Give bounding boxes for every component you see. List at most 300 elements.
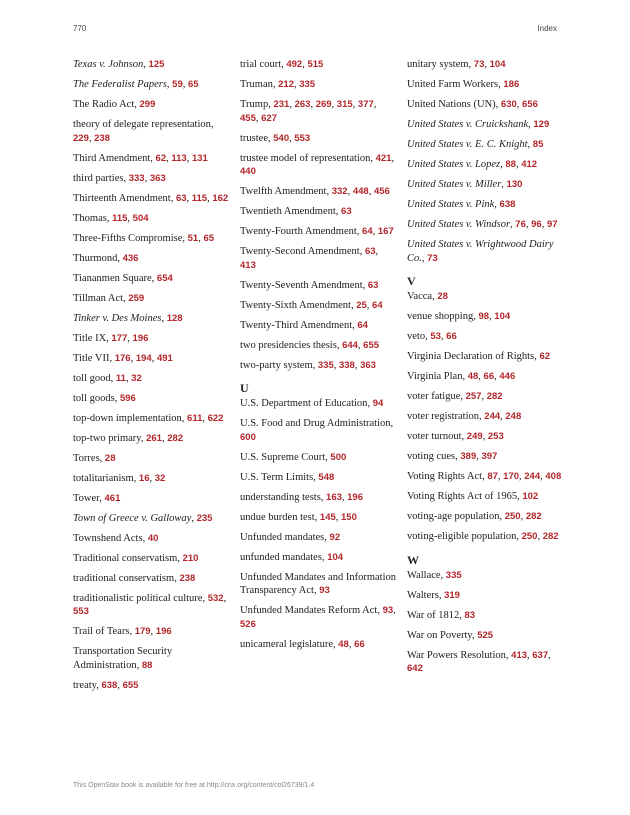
index-letter-heading: W [407,552,419,567]
page-link[interactable]: 261 [146,432,162,444]
index-term: theory of delegate representation [73,119,211,130]
index-term: Title IX [73,332,107,344]
index-term: treaty [73,679,97,691]
page-link[interactable]: 88 [141,659,153,671]
page-link[interactable]: 238 [179,572,196,584]
index-entry: U.S. Supreme Court, 500 [240,451,347,463]
index-term: Twenty-Third Amendment [240,319,353,331]
index-term: Three-Fifths Compromise [73,232,183,244]
index-column-2 [240,58,396,658]
index-entry: United Farm Workers, 186 [407,79,520,90]
page-link[interactable]: 88 [505,159,516,170]
index-entry: United States v. Windsor, 76, 96, 97 [407,219,558,230]
page-link[interactable]: 526 [240,618,256,630]
page-link[interactable]: 600 [240,431,256,443]
index-term: War on Poverty [407,629,472,641]
page-link[interactable]: 64 [357,319,368,331]
index-term: Transportation Security Administration [73,646,173,671]
index-term: two presidencies thesis [240,339,337,351]
index-term: Virginia Declaration of Rights [407,351,535,362]
page-link[interactable]: 630 [500,99,517,110]
page-link[interactable]: 212 [278,79,294,90]
index-entry: Traditional conservatism, 210 [73,552,199,564]
page-link[interactable]: 315 [336,99,353,110]
index-entry: Unfunded mandates, 92 [240,531,341,543]
index-term: Unfunded Mandates and Information Transparency Act [240,571,396,596]
index-entry: War on Poverty, 525 [407,629,494,641]
page-link[interactable]: 32 [131,372,142,384]
section-title: Index [537,24,557,33]
page-link[interactable]: 92 [329,531,341,543]
page-link[interactable]: 62 [155,152,167,164]
page-link[interactable]: 244 [524,471,541,482]
index-entry: U.S. Food and Drug Administration, 600 [240,418,394,443]
index-entry: Walters, 319 [407,589,460,601]
page-link[interactable]: 238 [94,132,110,144]
page-link[interactable]: 500 [330,451,347,463]
page-link[interactable]: 102 [522,491,539,502]
index-term: Twenty-Sixth Amendment [240,299,351,311]
index-entry: Title IX, 177, 196 [73,332,149,344]
page-link[interactable]: 73 [473,59,485,70]
index-entry: Torres, 28 [73,452,116,464]
index-term: traditional conservatism [73,572,175,584]
page-link[interactable]: 104 [494,311,511,322]
index-entry: The Radio Act, 299 [73,99,156,110]
index-entry: Virginia Declaration of Rights, 62 [407,351,551,362]
page-link[interactable]: 87 [487,471,498,482]
page-link[interactable]: 129 [533,119,550,130]
page-link[interactable]: 461 [104,492,121,504]
index-term: War Powers Resolution [407,649,506,661]
page-link[interactable]: 162 [212,192,229,204]
index-entry: U.S. Term Limits, 548 [240,471,335,483]
index-entry: trustee, 540, 553 [240,132,311,144]
page-link[interactable]: 94 [372,398,384,409]
index-term: third parties [73,172,124,184]
page-link[interactable]: 176 [114,352,131,364]
footer-note: This OpenStax book is available for free at http://cnx.org/content/col26739/1.4 [73,782,315,789]
index-entry: Voting Rights Act of 1965, 102 [407,491,539,502]
page-link[interactable]: 28 [104,452,116,464]
index-entry: Truman, 212, 335 [240,79,316,90]
index-entry: undue burden test, 145, 150 [240,511,357,523]
page-link[interactable]: 104 [327,551,344,563]
index-entry: two presidencies thesis, 644, 655 [240,339,380,351]
page-link[interactable]: 66 [483,371,495,382]
page-link[interactable]: 63 [364,246,376,257]
index-term: two-party system [240,359,313,371]
page-link[interactable]: 163 [326,491,342,503]
index-entry: Three-Fifths Compromise, 51, 65 [73,232,215,244]
index-entry: treaty, 638, 655 [73,679,139,691]
index-term: United States v. Lopez [407,159,501,170]
index-term: Trump [240,99,269,110]
index-term: venue shopping [407,311,474,322]
page-link[interactable]: 76 [515,219,526,230]
page-link[interactable]: 104 [489,59,506,70]
page-link[interactable]: 248 [505,411,522,422]
page-link[interactable]: 644 [342,339,358,351]
index-entry: United States v. Lopez, 88, 412 [407,159,538,170]
page-link[interactable]: 611 [187,412,203,424]
page-link[interactable]: 196 [347,491,363,503]
index-entry: venue shopping, 98, 104 [407,311,511,322]
index-entry: United States v. Cruickshank, 129 [407,119,550,130]
page-link[interactable]: 335 [445,569,462,581]
index-term: undue burden test [240,511,315,523]
page-link[interactable]: 335 [317,359,334,371]
page-link[interactable]: 421 [375,152,392,164]
page-link[interactable]: 553 [73,606,89,617]
index-term: top-down implementation [73,412,182,424]
page-link[interactable]: 179 [134,626,151,637]
page-link[interactable]: 492 [286,59,303,70]
page-link[interactable]: 64 [372,299,383,311]
page-link[interactable]: 115 [112,212,128,224]
page-link[interactable]: 282 [525,511,542,522]
index-term: Traditional conservatism [73,552,178,564]
index-term: United States v. Wrightwood Dairy Co. [407,239,554,264]
index-letter-heading: U [240,381,249,395]
page-link[interactable]: 128 [166,312,183,324]
index-entry: Tinker v. Des Moines, 128 [73,312,183,324]
page-link[interactable]: 253 [487,431,504,442]
page-link[interactable]: 436 [122,252,139,264]
index-entry: top-two primary, 261, 282 [73,432,184,444]
index-entry: unitary system, 73, 104 [407,59,506,70]
page-link[interactable]: 113 [171,152,187,164]
page-link[interactable]: 32 [154,472,166,484]
index-entry: voting-age population, 250, 282 [407,511,542,522]
page-number: 770 [73,24,87,33]
page-link[interactable]: 131 [191,152,208,164]
page-link[interactable]: 85 [532,139,544,150]
page-link[interactable]: 413 [240,259,256,271]
index-term: Thurmond [73,252,118,264]
page-link[interactable]: 363 [360,359,376,371]
page-link[interactable]: 655 [363,339,380,351]
page-link[interactable]: 63 [175,192,187,204]
index-term: trustee [240,132,268,144]
index-term: trial court [240,59,282,70]
page-link[interactable]: 186 [503,79,520,90]
page-link[interactable]: 249 [466,431,483,442]
page-link[interactable]: 257 [465,391,482,402]
page-link[interactable]: 638 [101,679,118,691]
index-entry: theory of delegate representation, 229, 238 [73,119,214,144]
page-link[interactable]: 229 [73,132,89,144]
page-link[interactable]: 125 [148,59,165,70]
page-link[interactable]: 11 [115,372,126,384]
index-term: U.S. Food and Drug Administration [240,418,391,429]
page-link[interactable]: 63 [367,279,379,291]
index-entry: toll good, 11, 32 [73,372,142,384]
page-link[interactable]: 319 [444,589,460,601]
index-entry: Thomas, 115, 504 [73,212,149,224]
page-link[interactable]: 231 [273,99,290,110]
index-entry: Unfunded Mandates and Information Transparency Act, 93 [240,571,396,596]
index-entry: understanding tests, 163, 196 [240,491,363,503]
index-entry: Twelfth Amendment, 332, 448, 456 [240,186,390,197]
page-link[interactable]: 96 [531,219,542,230]
index-term: U.S. Term Limits [240,471,314,483]
page-link[interactable]: 455 [240,112,256,124]
index-term: Torres [73,452,100,464]
page-link[interactable]: 656 [522,99,538,110]
page-link[interactable]: 642 [407,663,423,674]
index-entry: Twenty-Fourth Amendment, 64, 167 [240,226,394,237]
page-link[interactable]: 167 [377,226,394,237]
index-term: Tower [73,492,100,504]
page-link[interactable]: 53 [430,331,441,342]
index-entry: United States v. Pink, 638 [407,199,516,210]
index-term: Twelfth Amendment [240,186,327,197]
index-term: Texas v. Johnson [73,59,144,70]
page-link[interactable]: 40 [147,532,159,544]
index-term: Thomas [73,212,107,224]
page-link[interactable]: 66 [446,331,457,342]
index-entry: Texas v. Johnson, 125 [73,59,165,70]
page-link[interactable]: 64 [362,226,373,237]
page-link[interactable]: 145 [319,511,336,523]
index-entry: Trail of Tears, 179, 196 [73,626,172,637]
index-entry: Thirteenth Amendment, 63, 115, 162 [73,192,229,204]
page-link[interactable]: 66 [354,638,365,650]
index-term: United Farm Workers [407,79,499,90]
index-term: United States v. Miller [407,179,502,190]
index-term: United Nations (UN) [407,99,496,110]
page-link[interactable]: 637 [532,649,549,661]
page-link[interactable]: 332 [331,186,348,197]
index-term: Voting Rights Act [407,471,483,482]
index-term: trustee model of representation [240,152,371,164]
index-letter-heading: V [407,274,416,288]
page-link[interactable]: 65 [187,79,199,90]
index-term: United States v. E. C. Knight [407,139,528,150]
index-entry: Tower, 461 [73,492,121,504]
index-term: Unfunded Mandates Reform Act [240,605,378,616]
index-term: Wallace [407,569,441,581]
page-link[interactable]: 196 [132,332,149,344]
page-link[interactable]: 540 [273,132,290,144]
index-term: Walters [407,589,439,601]
index-term: voter fatigue [407,391,461,402]
page-link[interactable]: 51 [187,232,199,244]
index-entry: toll goods, 596 [73,392,136,404]
page-link[interactable]: 250 [504,511,521,522]
index-term: Virginia Plan [407,371,463,382]
page-link[interactable]: 194 [135,352,152,364]
page-link[interactable]: 98 [478,311,490,322]
index-entry: War Powers Resolution, 413, 637, 642 [407,649,551,674]
page-link[interactable]: 150 [341,511,357,523]
index-entry: two-party system, 335, 338, 363 [240,359,376,371]
index-entry: Third Amendment, 62, 113, 131 [73,152,208,164]
index-term: Title VII [73,352,110,364]
page-link[interactable]: 196 [155,626,172,637]
page-link[interactable]: 596 [119,392,136,404]
index-term: United States v. Windsor [407,219,511,230]
index-entry: voting cues, 389, 397 [407,451,498,462]
page-link[interactable]: 515 [307,59,324,70]
page-link[interactable]: 413 [511,649,528,661]
page-link[interactable]: 83 [464,609,476,621]
index-term: U.S. Supreme Court [240,451,326,463]
index-term: unfunded mandates [240,551,322,563]
page-link[interactable]: 622 [207,412,224,424]
index-entry: United States v. E. C. Knight, 85 [407,139,544,150]
index-entry: U.S. Department of Education, 94 [240,398,384,409]
index-entry: trustee model of representation, 421, 440 [240,152,395,177]
page-link[interactable]: 397 [481,451,498,462]
index-term: toll goods [73,392,115,404]
index-term: Vacca [407,291,433,302]
index-term: United States v. Cruickshank [407,119,529,130]
page-link[interactable]: 25 [356,299,367,311]
page-link[interactable]: 335 [299,79,316,90]
index-entry: War of 1812, 83 [407,609,476,621]
index-entry: totalitarianism, 16, 32 [73,472,166,484]
index-entry: Tillman Act, 259 [73,292,145,304]
index-entry: Trump, 231, 263, 269, 315, 377, 455, 627 [240,99,377,124]
index-entry: voter turnout, 249, 253 [407,431,504,442]
index-entry: traditional conservatism, 238 [73,572,196,584]
index-term: unitary system [407,59,469,70]
page-link[interactable]: 446 [499,371,516,382]
index-entry: Town of Greece v. Galloway, 235 [73,512,213,524]
index-entry: traditionalistic political culture, 532, 553 [73,592,227,617]
index-term: War of 1812 [407,609,460,621]
page-link[interactable]: 93 [319,585,330,596]
page-link[interactable]: 654 [156,272,173,284]
page-link[interactable]: 48 [338,638,349,650]
page-link[interactable]: 333 [128,172,145,184]
index-term: Third Amendment [73,152,151,164]
index-term: Tiananmen Square [73,272,152,284]
page-link[interactable]: 440 [240,166,256,177]
page-link[interactable]: 363 [149,172,166,184]
page-link[interactable]: 282 [167,432,184,444]
index-term: Twenty-Second Amendment [240,246,360,257]
index-term: toll good [73,372,111,384]
page-link[interactable]: 377 [357,99,374,110]
page-link[interactable]: 456 [373,186,390,197]
page-link[interactable]: 548 [318,471,335,483]
page-link[interactable]: 448 [352,186,369,197]
page-link[interactable]: 59 [172,79,183,90]
index-entry: top-down implementation, 611, 622 [73,412,224,424]
page-link[interactable]: 655 [122,679,139,691]
index-term: Twenty-Fourth Amendment [240,226,357,237]
index-term: Thirteenth Amendment [73,192,171,204]
page-link[interactable]: 130 [506,179,523,190]
page-link[interactable]: 62 [539,351,551,362]
index-entry: Transportation Security Administration, 88 [73,646,173,671]
page-link[interactable]: 93 [382,605,394,616]
index-term: top-two primary [73,432,141,444]
page-link[interactable]: 97 [546,219,558,230]
page-link[interactable]: 491 [156,352,173,364]
index-term: understanding tests [240,491,321,503]
page-link[interactable]: 244 [484,411,501,422]
page-link[interactable]: 389 [460,451,477,462]
index-entry: Townshend Acts, 40 [73,532,159,544]
page-link[interactable]: 504 [132,212,149,224]
page-link[interactable]: 269 [315,99,332,110]
index-entry: Twenty-Second Amendment, 63, 413 [240,246,379,271]
index-term: Twenty-Seventh Amendment [240,279,363,291]
index-entry: Twenty-Third Amendment, 64 [240,319,368,331]
index-entry: Unfunded Mandates Reform Act, 93, 526 [240,605,396,630]
index-entry: trial court, 492, 515 [240,59,324,70]
page-link[interactable]: 412 [521,159,538,170]
page-link[interactable]: 48 [467,371,479,382]
page-link[interactable]: 250 [521,531,538,542]
index-entry: Twentieth Amendment, 63 [240,206,352,217]
index-entry: third parties, 333, 363 [73,172,166,184]
page-link[interactable]: 63 [341,206,352,217]
index-term: The Federalist Papers [73,79,167,90]
page-link[interactable]: 170 [503,471,520,482]
index-term: United States v. Pink [407,199,495,210]
index-entry: Tiananmen Square, 654 [73,272,173,284]
page-link[interactable]: 338 [338,359,355,371]
page-link[interactable]: 235 [196,512,213,524]
page-link[interactable]: 115 [191,192,208,204]
index-entry: Virginia Plan, 48, 66, 446 [407,371,516,382]
page-link[interactable]: 553 [294,132,311,144]
index-entry: voting-eligible population, 250, 282 [407,531,559,542]
index-entry: unicameral legislature, 48, 66 [240,638,365,650]
page-link[interactable]: 177 [111,332,128,344]
index-term: Truman [240,79,273,90]
page-link[interactable]: 73 [427,252,438,264]
index-entry: Vacca, 28 [407,291,448,302]
page-link[interactable]: 16 [138,472,150,484]
index-term: Tillman Act [73,292,124,304]
page-link[interactable]: 408 [545,471,562,482]
page-link[interactable]: 282 [486,391,503,402]
index-term: Unfunded mandates [240,531,325,543]
index-term: Townshend Acts [73,532,143,544]
index-term: veto [407,331,426,342]
page-link[interactable]: 263 [294,99,311,110]
index-entry: unfunded mandates, 104 [240,551,344,563]
page-link[interactable]: 638 [499,199,516,210]
index-term: voting cues [407,451,456,462]
page-link[interactable]: 525 [477,629,494,641]
index-column-1 [73,58,229,699]
page-link[interactable]: 282 [542,531,559,542]
index-entry: United States v. Miller, 130 [407,179,523,190]
index-entry: United States v. Wrightwood Dairy Co., 73 [407,239,554,264]
index-term: voter registration [407,411,480,422]
index-entry: Twenty-Seventh Amendment, 63 [240,279,379,291]
index-term: Trail of Tears [73,626,130,637]
index-term: traditionalistic political culture [73,592,203,604]
page-link[interactable]: 627 [261,112,277,124]
page-link[interactable]: 259 [128,292,145,304]
page-link[interactable]: 65 [203,232,215,244]
index-term: voting-eligible population [407,531,517,542]
page-link[interactable]: 532 [207,592,224,604]
index-term: voter turnout [407,431,462,442]
index-entry: Thurmond, 436 [73,252,139,264]
page-link[interactable]: 299 [139,99,156,110]
page-link[interactable]: 210 [182,552,199,564]
page-link[interactable]: 28 [437,291,448,302]
